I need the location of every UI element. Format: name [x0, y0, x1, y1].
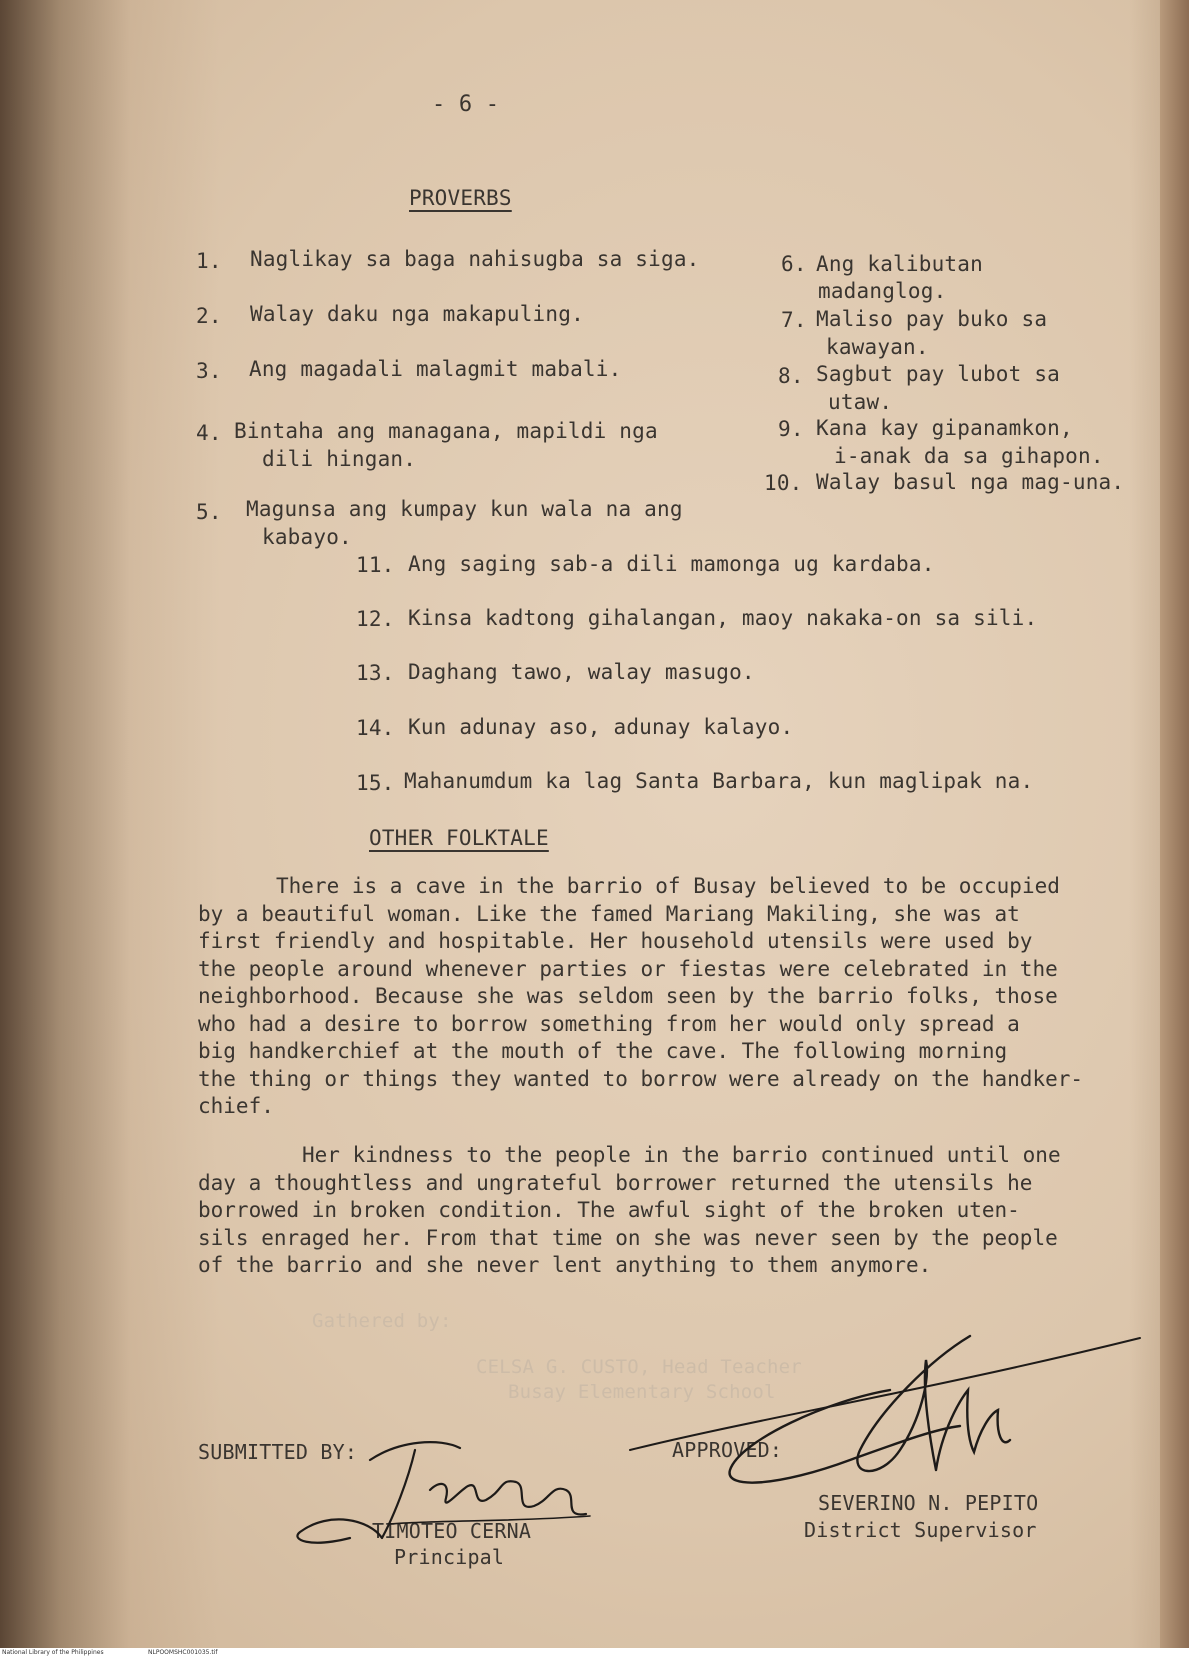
proverb-number: 7. — [781, 308, 807, 332]
proverb-number: 15. — [356, 771, 395, 795]
paragraph-line: the thing or things they wanted to borrow were already on the handker- — [198, 1066, 1084, 1091]
paragraph-line: the people around whenever parties or fiestas were celebrated in the — [198, 956, 1058, 981]
paragraph-line: There is a cave in the barrio of Busay believed to be occupied — [276, 874, 1060, 898]
proverb-number: 14. — [356, 716, 395, 740]
proverb-text: Mahanumdum ka lag Santa Barbara, kun maglipak na. — [404, 769, 1034, 793]
proverb-text: Kinsa kadtong gihalangan, maoy nakaka-on sa sili. — [408, 606, 1038, 630]
proverb-text: Magunsa ang kumpay kun wala na ang — [246, 497, 683, 521]
proverb-text: kabayo. — [262, 525, 352, 549]
footer-file: NLPOOMSHC001035.tif — [148, 1649, 218, 1656]
paragraph-line: big handkerchief at the mouth of the cave. The following morning — [198, 1039, 1008, 1063]
paragraph-line: who had a desire to borrow something from her would only spread a — [198, 1011, 1020, 1036]
proverb-text: dili hingan. — [262, 447, 417, 471]
proverb-number: 8. — [778, 364, 804, 388]
proverb-text: Ang magadali malagmit mabali. — [249, 357, 622, 381]
paragraph-line: Her kindness to the people in the barrio continued until one — [302, 1143, 1061, 1167]
proverb-text: Naglikay sa baga nahisugba sa siga. — [250, 247, 700, 271]
proverb-number: 11. — [356, 553, 395, 577]
proverb-number: 1. — [196, 249, 222, 273]
paragraph-line: by a beautiful woman. Like the famed Mariang Makiling, she was at — [198, 901, 1020, 926]
proverb-text: Bintaha ang managana, mapildi nga — [234, 419, 658, 443]
proverb-text: Ang saging sab-a dili mamonga ug kardaba. — [408, 552, 935, 576]
faded-teacher-name: CELSA G. CUSTO, Head Teacher — [476, 1356, 802, 1378]
approved-name: SEVERINO N. PEPITO — [818, 1491, 1039, 1515]
approved-label: APPROVED: — [672, 1438, 783, 1462]
approved-title: District Supervisor — [804, 1518, 1037, 1542]
proverb-text: Maliso pay buko sa — [816, 307, 1048, 331]
faded-gathered-by: Gathered by: — [312, 1310, 452, 1332]
submitted-title: Principal — [394, 1545, 505, 1569]
page-edge — [1160, 0, 1189, 1648]
proverb-number: 9. — [778, 417, 804, 441]
proverb-text: Sagbut pay lubot sa — [816, 362, 1061, 386]
proverb-text: madanglog. — [818, 279, 947, 303]
folktale-paragraph-1 — [198, 873, 1178, 1121]
page-number: - 6 - — [432, 92, 500, 117]
signature-severino-pepito — [630, 1330, 1150, 1510]
proverb-text: Kun adunay aso, adunay kalayo. — [408, 715, 794, 739]
proverb-text: Kana kay gipanamkon, — [816, 416, 1073, 440]
proverb-number: 6. — [781, 252, 807, 276]
paragraph-line: chief. — [198, 1094, 274, 1118]
proverb-text: Walay daku nga makapuling. — [250, 302, 584, 326]
faded-school: Busay Elementary School — [508, 1381, 776, 1403]
proverb-text: utaw. — [828, 390, 893, 414]
proverb-text: Walay basul nga mag-una. — [816, 470, 1125, 494]
footer-institution: National Library of the Philippines — [2, 1649, 104, 1656]
proverb-number: 4. — [196, 421, 222, 445]
proverb-number: 13. — [356, 661, 395, 685]
paragraph-line: of the barrio and she never lent anything to them anymore. — [198, 1253, 932, 1277]
paragraph-line: neighborhood. Because she was seldom seen by the barrio folks, those — [198, 984, 1058, 1008]
proverb-number: 10. — [764, 471, 803, 495]
proverb-number: 2. — [196, 304, 222, 328]
proverb-text: i-anak da sa gihapon. — [834, 444, 1104, 468]
proverbs-heading: PROVERBS — [409, 186, 512, 210]
paragraph-line: borrowed in broken condition. The awful sight of the broken uten- — [198, 1198, 1020, 1222]
proverb-text: Ang kalibutan — [816, 252, 983, 276]
submitted-by-label: SUBMITTED BY: — [198, 1440, 358, 1464]
scan-footer — [0, 1648, 1189, 1658]
paragraph-line: day a thoughtless and ungrateful borrower returned the utensils he — [198, 1170, 1033, 1195]
proverb-text: Daghang tawo, walay masugo. — [408, 660, 755, 684]
proverb-number: 12. — [356, 607, 395, 631]
paragraph-line: sils enraged her. From that time on she was never seen by the people — [198, 1225, 1058, 1250]
signature-timoteo-cerna — [290, 1420, 610, 1550]
proverb-number: 5. — [196, 500, 222, 524]
proverb-text: kawayan. — [826, 335, 929, 359]
folktale-heading: OTHER FOLKTALE — [369, 826, 549, 850]
folktale-paragraph-2 — [198, 1142, 1178, 1280]
proverb-number: 3. — [196, 359, 222, 383]
paragraph-line: first friendly and hospitable. Her household utensils were used by — [198, 929, 1033, 953]
submitted-name: TIMOTEO CERNA — [372, 1519, 532, 1543]
